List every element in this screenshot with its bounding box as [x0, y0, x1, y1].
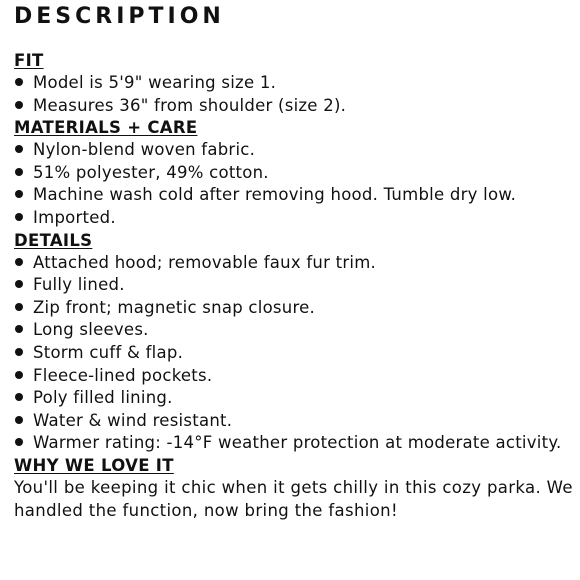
spacer [14, 34, 576, 50]
list-item [14, 162, 576, 185]
bullet-icon [15, 280, 23, 288]
bullet-icon [15, 78, 23, 86]
list-item-text: Machine wash cold after removing hood. Tumble dry low. [33, 185, 517, 205]
list-item [14, 297, 576, 320]
list-item-text: Water & wind resistant. [33, 410, 233, 430]
list-item [14, 184, 576, 207]
details-list [14, 252, 576, 455]
details-heading: DETAILS [14, 230, 93, 250]
list-item-text: Model is 5'9" wearing size 1. [33, 73, 277, 92]
bullet-icon [15, 416, 23, 424]
list-item-text: Measures 36" from shoulder (size 2). [33, 95, 347, 115]
list-item [14, 387, 576, 410]
list-item [14, 139, 576, 162]
bullet-icon [15, 145, 23, 153]
bullet-icon [15, 190, 23, 198]
materials-section [14, 117, 576, 229]
bullet-icon [15, 303, 23, 311]
list-item-text: Nylon-blend woven fabric. [33, 140, 256, 160]
bullet-icon [15, 101, 23, 109]
list-item [14, 365, 576, 388]
list-item [14, 252, 576, 275]
bullet-icon [15, 325, 23, 333]
list-item-text: Zip front; magnetic snap closure. [33, 297, 316, 317]
list-item [14, 72, 576, 95]
page-title: DESCRIPTION [14, 4, 225, 29]
list-item-text: 51% polyester, 49% cotton. [33, 162, 269, 182]
bullet-icon [15, 213, 23, 221]
list-item-text: Storm cuff & flap. [33, 342, 184, 362]
fit-list [14, 72, 576, 117]
materials-list [14, 139, 576, 229]
list-item-text: Warmer rating: -14°F weather protection at moderate activity. [33, 433, 562, 453]
list-item [14, 207, 576, 230]
why-text: You'll be keeping it chic when it gets chilly in this cozy parka. We handled the function, now bring the fashion! [14, 477, 573, 520]
list-item [14, 410, 576, 433]
bullet-icon [15, 258, 23, 266]
details-section [14, 230, 576, 455]
list-item [14, 95, 576, 118]
why-heading: WHY WE LOVE IT [14, 455, 174, 475]
bullet-icon [15, 371, 23, 379]
fit-heading: FIT [14, 51, 44, 70]
list-item [14, 274, 576, 297]
bullet-icon [15, 393, 23, 401]
bullet-icon [15, 348, 23, 356]
list-item-text: Imported. [33, 207, 116, 227]
materials-heading: MATERIALS + CARE [14, 118, 198, 138]
fit-section [14, 50, 576, 117]
list-item [14, 342, 576, 365]
bullet-icon [15, 438, 23, 446]
description-page [14, 0, 576, 522]
list-item-text: Attached hood; removable faux fur trim. [33, 252, 377, 272]
list-item-text: Fleece-lined pockets. [33, 365, 213, 385]
list-item [14, 432, 576, 455]
why-section [14, 455, 576, 522]
list-item-text: Fully lined. [33, 275, 125, 295]
list-item-text: Long sleeves. [33, 320, 149, 340]
bullet-icon [15, 168, 23, 176]
list-item-text: Poly filled lining. [33, 388, 173, 408]
list-item [14, 319, 576, 342]
